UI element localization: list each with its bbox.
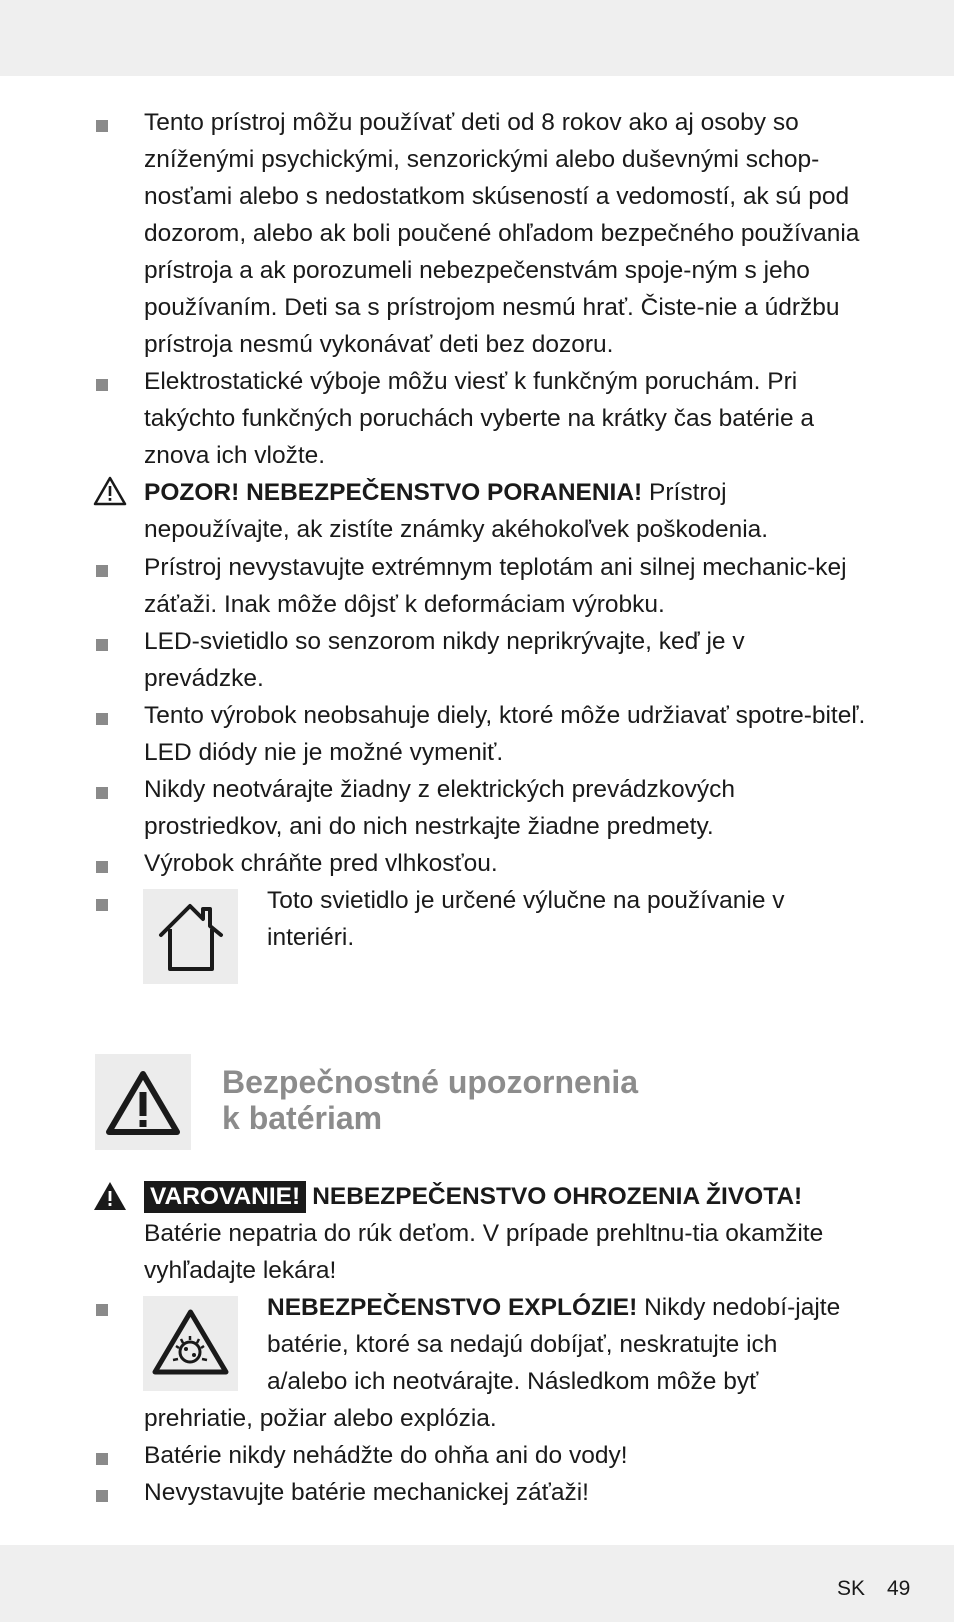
explosion-warning-continuation: prehriatie, požiar alebo explózia. <box>144 1405 497 1432</box>
caution-text: Prístroj nepoužívajte, ak zistíte známky akéhokoľvek poškodenia. <box>144 479 769 543</box>
indoor-use-icon-box <box>143 889 238 984</box>
house-icon <box>143 889 238 984</box>
bullet-marker <box>96 1453 108 1465</box>
safety-paragraph-children: Tento prístroj môžu používať deti od 8 rokov ako aj osoby so zníženými psychickými, senzorickými alebo duševnými schop-nosťami alebo s nedostatkom skúseností a vedomostí, ak sú pod dozorom, alebo ak boli poučené ohľadom bezpečného používania prístroja a ak porozumeli nebezpečenstvám spoje-ným s jeho používaním. Deti sa s prístrojom nesmú hrať. Čiste-nie a údržbu prístroja nesmú vykonávať deti bez dozoru. <box>144 109 860 358</box>
caution-title: POZOR! NEBEZPEČENSTVO PORANENIA! <box>144 479 643 506</box>
battery-paragraph-mechanical-stress: Nevystavujte batérie mechanickej záťaži! <box>144 1479 589 1506</box>
safety-paragraph-electrostatic: Elektrostatické výboje môžu viesť k funkčným poruchám. Pri takýchto funkčných poruchách vyberte na krátky čas batérie a znova ich vložte. <box>144 368 815 469</box>
life-danger-text: Batérie nepatria do rúk deťom. V prípade prehltnu-tia okamžite vyhľadajte lekára! <box>144 1220 824 1284</box>
caution-triangle-icon <box>93 476 127 506</box>
footer-language: SK <box>837 1577 866 1600</box>
bullet-marker <box>96 379 108 391</box>
safety-paragraph-temperature: Prístroj nevystavujte extrémnym teplotám ani silnej mechanic-kej záťaži. Inak môže dôjsť k deformáciam výrobku. <box>144 554 847 618</box>
safety-paragraph-moisture: Výrobok chráňte pred vlhkosťou. <box>144 850 498 877</box>
bullet-marker <box>96 565 108 577</box>
safety-paragraph-led-cover: LED-svietidlo so senzorom nikdy neprikrývajte, keď je v prevádzke. <box>144 628 745 692</box>
safety-paragraph-do-not-open: Nikdy neotvárajte žiadny z elektrických prevádzkových prostriedkov, ani do nich nestrkajte žiadne predmety. <box>144 776 735 840</box>
header-band <box>0 0 954 76</box>
explosion-warning-text <box>267 1289 863 1400</box>
battery-section-heading <box>222 1064 638 1136</box>
life-danger-warning <box>144 1178 866 1289</box>
caution-paragraph <box>144 474 866 548</box>
footer-band <box>0 1545 954 1622</box>
life-danger-title: NEBEZPEČENSTVO OHROZENIA ŽIVOTA! <box>312 1183 803 1210</box>
bullet-marker <box>96 639 108 651</box>
bullet-marker <box>96 120 108 132</box>
explosion-title: NEBEZPEČENSTVO EXPLÓZIE! <box>267 1294 638 1321</box>
battery-heading-icon-box <box>95 1054 191 1150</box>
bullet-marker <box>96 861 108 873</box>
safety-paragraph-indoor: Toto svietidlo je určené výlučne na používanie v interiéri. <box>267 887 785 951</box>
bullet-marker <box>96 787 108 799</box>
bullet-marker <box>96 713 108 725</box>
heading-line-2: k batériam <box>222 1100 383 1136</box>
explosive-hazard-icon <box>143 1296 238 1391</box>
warning-triangle-icon <box>95 1054 191 1150</box>
heading-line-1: Bezpečnostné upozornenia <box>222 1064 639 1100</box>
bullet-marker <box>96 1490 108 1502</box>
bullet-marker <box>96 1304 108 1316</box>
explosion-text: Nikdy nedobí-jajte batérie, ktoré sa nedajú dobíjať, neskratujte ich a/alebo ich neotvárajte. Následkom môže byť <box>267 1294 841 1395</box>
bullet-marker <box>96 899 108 911</box>
safety-paragraph-no-user-parts: Tento výrobok neobsahuje diely, ktoré môže udržiavať spotre-biteľ. LED diódy nie je možné vymeniť. <box>144 702 866 766</box>
warning-badge: VAROVANIE! <box>144 1181 306 1213</box>
explosion-icon-box <box>143 1296 238 1391</box>
warning-filled-triangle-icon <box>93 1181 127 1211</box>
battery-paragraph-fire-water: Batérie nikdy nehádžte do ohňa ani do vody! <box>144 1442 628 1469</box>
page-number: 49 <box>887 1577 911 1600</box>
